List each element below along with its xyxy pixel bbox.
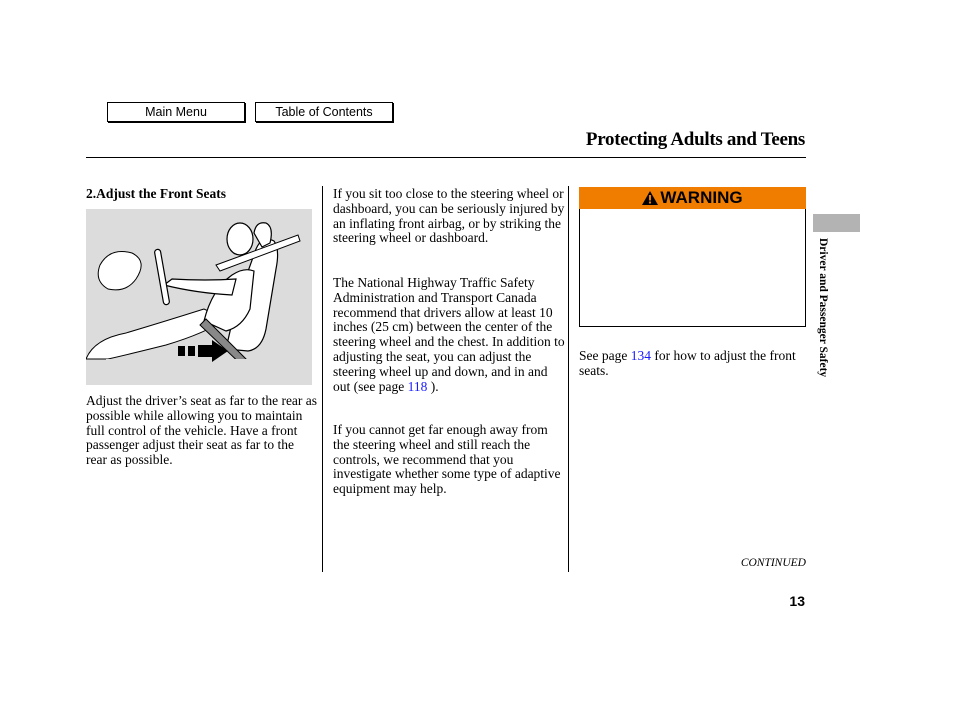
column-divider (322, 186, 323, 572)
page-number: 13 (789, 593, 805, 609)
side-tab (813, 214, 860, 232)
right-paragraph-text: See page (579, 348, 631, 363)
middle-paragraph-2 (333, 276, 565, 394)
left-paragraph: Adjust the driver’s seat as far to the rear as possible while allowing you to maintain full control of the vehicle. Have a front passenger adjust their seat as far to the rear as possible. (86, 393, 318, 468)
middle-paragraph-3: If you cannot get far enough away from the steering wheel and still reach the controls, we recommend that you investigate whether some type of adaptive equipment may help. (333, 422, 561, 497)
right-paragraph-end: for how to adjust the front seats. (579, 348, 796, 378)
middle-paragraph-2-end: ). (427, 378, 439, 394)
page-118-link[interactable]: 118 (407, 378, 428, 394)
continued-label: CONTINUED (740, 557, 806, 569)
middle-paragraph-2-text: The National Highway Traffic Safety Administration and Transport Canada recommend that drivers allow at least 10 inches (25 cm) between the center of the steering wheel and the chest. In addition to adjusting the seat, you can adjust the steering wheel up and down, and in and out (see page (333, 275, 565, 394)
section-heading: 2.Adjust the Front Seats (86, 186, 227, 201)
warning-triangle-icon (642, 191, 658, 205)
right-paragraph (579, 349, 805, 379)
main-menu-button[interactable]: Main Menu (107, 102, 245, 122)
middle-paragraph-1: If you sit too close to the steering wheel or dashboard, you can be seriously injured by an inflating front airbag, or by striking the steering wheel or dashboard. (333, 186, 565, 246)
column-divider (568, 186, 569, 572)
warning-label: WARNING (660, 188, 743, 207)
header-rule (86, 157, 806, 158)
page-134-link[interactable]: 134 (630, 348, 651, 363)
side-tab-label: Driver and Passenger Safety (817, 238, 829, 378)
table-of-contents-button[interactable]: Table of Contents (255, 102, 393, 122)
page-title: Protecting Adults and Teens (585, 129, 805, 150)
warning-box (579, 209, 806, 327)
seat-adjust-illustration (86, 209, 312, 385)
warning-banner (579, 187, 806, 209)
